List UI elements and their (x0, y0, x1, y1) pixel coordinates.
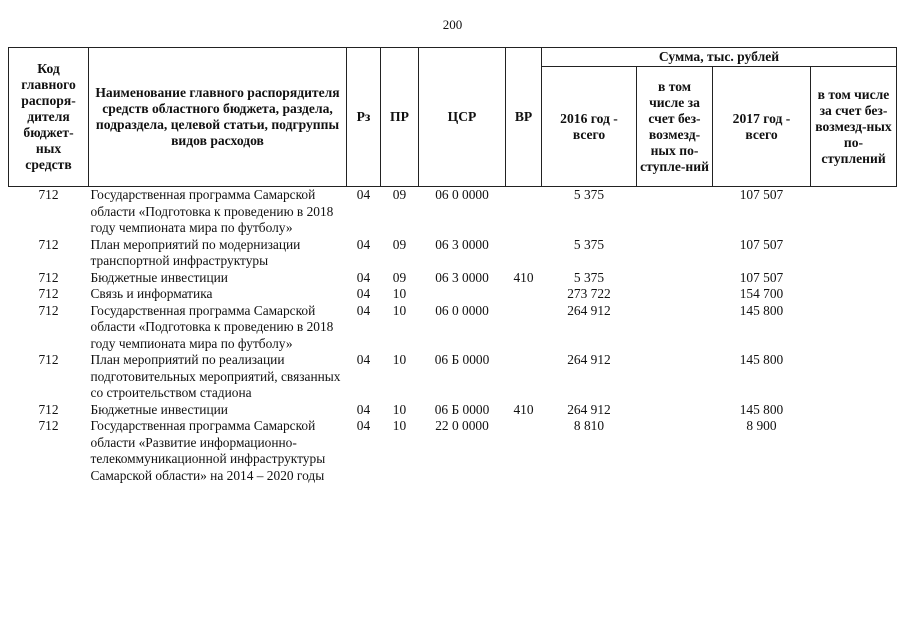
cell-pr: 09 (392, 187, 407, 202)
cell-2016-total: 264 912 (567, 352, 611, 367)
table-row (9, 237, 897, 270)
cell-vr (506, 352, 542, 402)
cell-code: 712 (38, 286, 59, 301)
cell-rz: 04 (356, 352, 371, 367)
cell-vr (506, 187, 542, 237)
cell-csr: 06 0 0000 (435, 187, 489, 202)
cell-pr: 09 (392, 236, 407, 252)
cell-rz: 04 (356, 286, 371, 301)
cell-code: 712 (38, 269, 59, 285)
cell-name: Государственная программа Самарской области «Развитие информационно-телекоммуникационной инфраструктуры Самарской области» на 2014 – 2020 годы (90, 418, 326, 483)
cell-2017-gratuitous (811, 286, 897, 303)
cell-vr (506, 418, 542, 484)
cell-2017-gratuitous (811, 237, 897, 270)
cell-code: 712 (38, 236, 59, 252)
cell-csr: 22 0 0000 (435, 418, 489, 433)
header-code: Код главного распоря-дителя бюджет-ных средств (9, 48, 89, 187)
cell-2017-gratuitous (811, 418, 897, 484)
header-csr: ЦСР (419, 48, 506, 187)
cell-2016-gratuitous (637, 270, 713, 287)
header-vr: ВР (506, 48, 542, 187)
header-2016-total: 2016 год - всего (542, 67, 637, 187)
cell-vr (506, 303, 542, 353)
cell-csr: 06 0 0000 (435, 302, 489, 318)
cell-rz: 04 (356, 187, 371, 202)
header-pr: ПР (381, 48, 419, 187)
cell-2017-total: 107 507 (739, 236, 784, 252)
header-2016-gratuitous: в том числе за счет без-возмезд-ных по-ступле-ний (637, 67, 713, 187)
cell-2016-gratuitous (637, 303, 713, 353)
cell-csr: 06 3 0000 (435, 269, 489, 285)
table-row (9, 270, 897, 287)
cell-code: 712 (38, 352, 59, 367)
header-2017-total: 2017 год - всего (713, 67, 811, 187)
cell-code: 712 (38, 187, 59, 202)
cell-2016-total: 273 722 (567, 286, 611, 301)
cell-2016-gratuitous (637, 352, 713, 402)
cell-code: 712 (38, 418, 59, 433)
cell-code: 712 (38, 302, 59, 318)
cell-name: План мероприятий по реализации подготовительных мероприятий, связанных со строительством стадиона (90, 352, 341, 400)
cell-2017-total: 8 900 (746, 418, 777, 433)
cell-2017-total: 154 700 (739, 286, 784, 301)
cell-2016-total: 5 375 (573, 236, 605, 252)
cell-2016-gratuitous (637, 187, 713, 237)
header-sum-group: Сумма, тыс. рублей (542, 48, 897, 67)
cell-vr (506, 237, 542, 270)
cell-2016-gratuitous (637, 286, 713, 303)
cell-vr: 410 (513, 401, 534, 417)
cell-2016-total: 264 912 (567, 302, 611, 318)
table-row (9, 187, 897, 237)
cell-name: План мероприятий по модернизации транспортной инфраструктуры (90, 236, 301, 268)
cell-2017-gratuitous (811, 270, 897, 287)
cell-2017-gratuitous (811, 303, 897, 353)
cell-2017-total: 145 800 (739, 352, 784, 367)
cell-vr: 410 (513, 269, 534, 285)
cell-2016-gratuitous (637, 402, 713, 419)
cell-name: Бюджетные инвестиции (90, 401, 228, 417)
cell-rz: 04 (356, 418, 371, 433)
table-row (9, 352, 897, 402)
cell-pr: 10 (392, 401, 407, 417)
cell-2016-total: 5 375 (573, 269, 605, 285)
cell-rz: 04 (356, 269, 371, 285)
cell-rz: 04 (356, 401, 371, 417)
cell-pr: 10 (392, 352, 407, 367)
header-rz: Рз (347, 48, 381, 187)
cell-name: Связь и информатика (90, 286, 213, 301)
cell-pr: 09 (392, 269, 407, 285)
cell-2017-total: 145 800 (739, 401, 784, 417)
cell-2017-gratuitous (811, 187, 897, 237)
cell-rz: 04 (356, 236, 371, 252)
cell-2016-gratuitous (637, 237, 713, 270)
cell-name: Государственная программа Самарской области «Подготовка к проведению в 2018 году чемпионата мира по футболу» (90, 302, 334, 351)
cell-vr (506, 286, 542, 303)
cell-pr: 10 (392, 286, 407, 301)
cell-2017-gratuitous (811, 352, 897, 402)
table-row (9, 402, 897, 419)
header-name: Наименование главного распорядителя средств областного бюджета, раздела, подраздела, целевой статьи, подгруппы видов расходов (89, 48, 347, 187)
cell-name: Государственная программа Самарской области «Подготовка к проведению в 2018 году чемпионата мира по футболу» (90, 187, 334, 235)
table-row (9, 303, 897, 353)
cell-code: 712 (38, 401, 59, 417)
cell-rz: 04 (356, 302, 371, 318)
cell-2017-gratuitous (811, 402, 897, 419)
cell-pr: 10 (392, 418, 407, 433)
header-2017-gratuitous: в том числе за счет без-возмезд-ных по-ступлений (811, 67, 897, 187)
cell-csr: 06 Б 0000 (434, 352, 490, 367)
page-number: 200 (442, 17, 463, 32)
table-row (9, 418, 897, 484)
cell-2016-gratuitous (637, 418, 713, 484)
cell-2017-total: 107 507 (739, 187, 784, 202)
cell-2017-total: 145 800 (739, 302, 784, 318)
cell-csr: 06 3 0000 (435, 236, 489, 252)
cell-2016-total: 264 912 (567, 401, 611, 417)
cell-2016-total: 8 810 (573, 418, 605, 433)
budget-table (8, 47, 897, 484)
cell-name: Бюджетные инвестиции (90, 269, 228, 285)
cell-2017-total: 107 507 (739, 269, 784, 285)
cell-csr (419, 286, 506, 303)
table-row (9, 286, 897, 303)
cell-2016-total: 5 375 (573, 187, 605, 202)
cell-csr: 06 Б 0000 (434, 401, 490, 417)
cell-pr: 10 (392, 302, 407, 318)
